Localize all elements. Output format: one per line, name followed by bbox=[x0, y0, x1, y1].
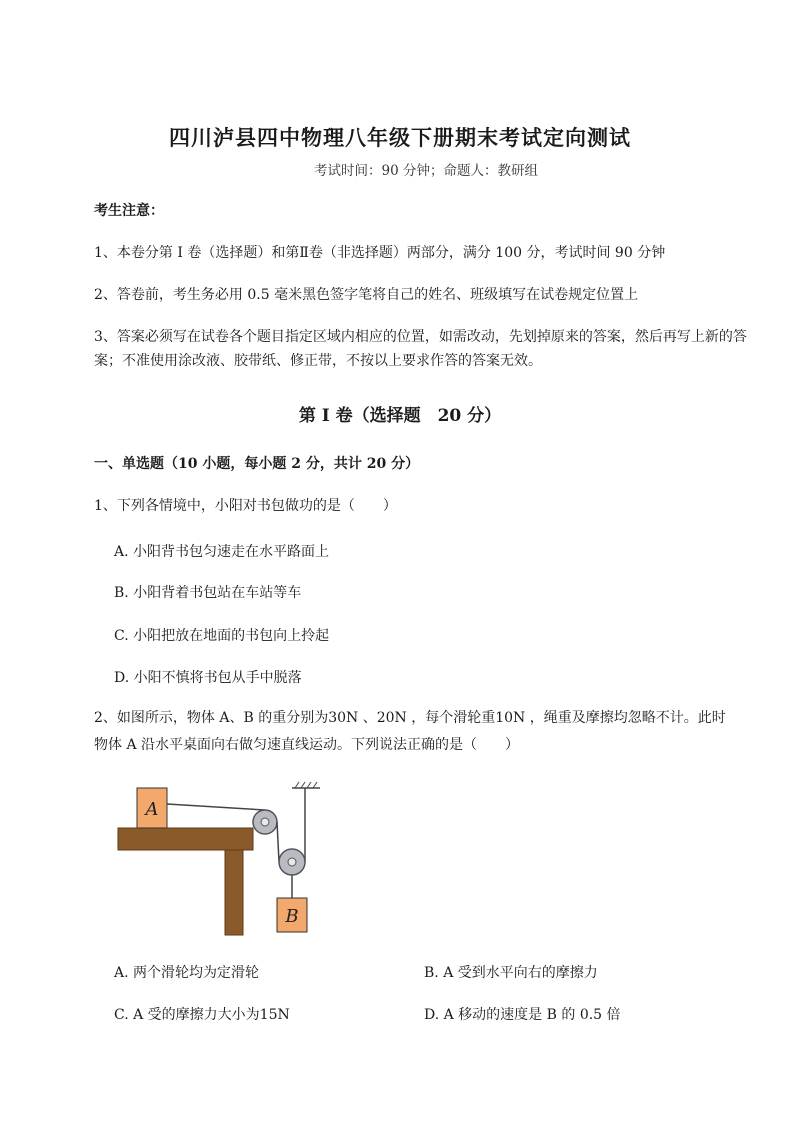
question-1-option-c[interactable]: C. 小阳把放在地面的书包向上拎起 bbox=[114, 628, 330, 644]
part-heading: 一、单选题（10 小题，每小题 2 分，共计 20 分） bbox=[94, 456, 420, 472]
question-1-option-a[interactable]: A. 小阳背书包匀速走在水平路面上 bbox=[114, 544, 330, 560]
block-b-label: B bbox=[285, 906, 299, 927]
notice-item: 2、答卷前，考生务必用 0.5 毫米黑色签字笔将自己的姓名、班级填写在试卷规定位置上 bbox=[94, 287, 639, 303]
page-title: 四川泸县四中物理八年级下册期末考试定向测试 bbox=[169, 125, 631, 150]
question-2-option-b[interactable]: B. A 受到水平向右的摩擦力 bbox=[424, 965, 598, 981]
rope-horizontal bbox=[167, 804, 265, 810]
rope-left-strand bbox=[277, 822, 279, 862]
moving-pulley-axle bbox=[288, 858, 296, 866]
question-1-option-b[interactable]: B. 小阳背着书包站在车站等车 bbox=[114, 585, 302, 601]
page-subtitle: 考试时间：90 分钟；命题人：教研组 bbox=[314, 163, 538, 179]
question-1-option-d[interactable]: D. 小阳不慎将书包从手中脱落 bbox=[114, 670, 302, 686]
question-1-stem: 1、下列各情境中，小阳对书包做功的是（ ） bbox=[94, 498, 397, 514]
question-2-option-d[interactable]: D. A 移动的速度是 B 的 0.5 倍 bbox=[424, 1007, 621, 1023]
notice-heading: 考生注意： bbox=[94, 203, 164, 219]
notice-item: 1、本卷分第 I 卷（选择题）和第Ⅱ卷（非选择题）两部分，满分 100 分，考试时间 90 分钟 bbox=[94, 245, 666, 261]
table-leg bbox=[225, 850, 243, 935]
section-title: 第 I 卷（选择题 20 分） bbox=[298, 406, 502, 426]
fixed-pulley-axle bbox=[261, 818, 269, 826]
table-top bbox=[118, 828, 253, 850]
ceiling-hatch bbox=[313, 782, 317, 788]
notice-item: 3、答案必须写在试卷各个题目指定区域内相应的位置，如需改动，先划掉原来的答案，然后再写上新的答案；不准使用涂改液、胶带纸、修正带，不按以上要求作答的答案无效。 bbox=[94, 329, 747, 369]
ceiling-hatch bbox=[307, 782, 311, 788]
question-2-stem-line1: 2、如图所示，物体 A、B 的重分别为30N 、20N ，每个滑轮重10N ，绳重及摩擦均忽略不计。此时 bbox=[94, 710, 726, 726]
question-2-stem-line2: 物体 A 沿水平桌面向右做匀速直线运动。下列说法正确的是（ ） bbox=[94, 737, 520, 753]
question-2-option-c[interactable]: C. A 受的摩擦力大小为15N bbox=[114, 1007, 290, 1023]
block-a-label: A bbox=[145, 799, 159, 820]
pulley-diagram bbox=[110, 780, 340, 940]
ceiling-hatch bbox=[295, 782, 299, 788]
question-2-option-a[interactable]: A. 两个滑轮均为定滑轮 bbox=[114, 965, 260, 981]
ceiling-hatch bbox=[301, 782, 305, 788]
